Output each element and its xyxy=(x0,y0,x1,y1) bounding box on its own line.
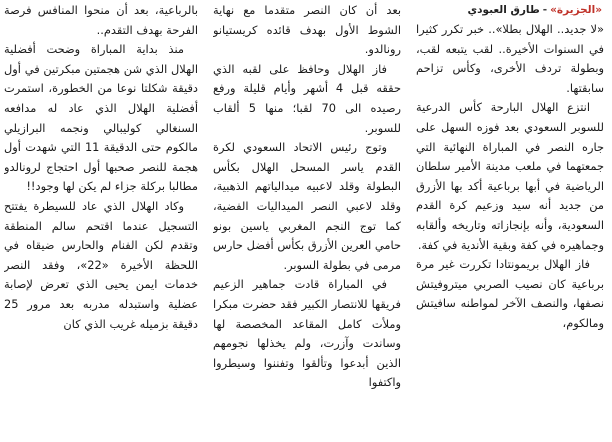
article-paragraph: وتوج رئيس الاتحاد السعودي لكرة القدم ياسر المسحل الهلال بكأس البطولة وقلد لاعبيه ميدالياتهم الذهبية، وقلد لاعبي النصر الميداليات الفضية، كما توج النجم المغربي ياسين بونو حامي العرين الأزرق بكأس أفضل حارس مرمى في بطولة السوبر. xyxy=(213,140,401,272)
article-paragraph: بالرباعية، بعد أن منحوا المنافس فرصة الفرحة بهدف التقدم.. xyxy=(4,3,198,37)
article-paragraph: فاز الهلال بريمونتادا تكررت غير مرة برباعية كان نصيب الصربي ميتروفيتش نصفها، والنصف الآخر لمواطنه سافيتش ومالكوم، xyxy=(416,257,604,330)
article-paragraph: فاز الهلال وحافظ على لقبه الذي حققه قبل 4 أشهر وأيام قليلة ورفع رصيده الى 70 لقبا؛ منها 5 ألقاب للسوبر. xyxy=(213,61,401,135)
article-paragraph: «لا جديد.. الهلال بطلا».. خبر تكرر كثيرا في السنوات الأخيرة.. لقب يتبعه لقب، وبطولة تردف الأخرى، وكأس تزاحم سابقتها. xyxy=(416,22,604,95)
article-paragraph: منذ بداية المباراة وضحت أفضلية الهلال الذي شن هجمتين مبكرتين في أول دقيقة شكلتا نوعا من الخطورة، استمرت أفضلية الهلال الذي عاد له مدافعه السنغالي كوليبالي ونجمه البرازيلي مالكوم حتى الدقيقة 11 التي شهدت أول هجمة للنصر صحبها أول احتجاج لرونالدو مطالبا بركلة جزاء لم يكن لها وجود!! xyxy=(4,42,198,194)
article-paragraph: بعد أن كان النصر متقدما مع نهاية الشوط الأول بهدف قائده كريستيانو رونالدو. xyxy=(213,3,401,57)
byline xyxy=(416,0,604,20)
article-column-1 xyxy=(416,0,604,442)
article-column-2 xyxy=(213,0,401,442)
article-paragraph: انتزع الهلال البارحة كأس الدرعية للسوبر السعودي بعد فوزه السهل على جاره النصر في المباراة النهائية التي جمعتهما في ملعب مدينة الأمير سلطان الرياضية في أبها برباعية أكد بها الأزرق من جديد أنه سيد وزعيم كرة القدم السعودية، وأنه بإنجازاته وتاريخه وألقابه وجماهيره في كفة وبقية الأندية في كفة. xyxy=(416,100,604,252)
article-paragraph: في المباراة قادت جماهير الزعيم فريقها للانتصار الكبير فقد حضرت مبكرا وملأت كامل المقاعد المخصصة لها وساندت وآزرت، ولم يخذلها نجومهم الذين أبدعوا وتألقوا وتفننوا وسيطروا واكتفوا xyxy=(213,277,401,390)
author-name: طارق العبودي xyxy=(467,4,540,16)
byline-separator: - xyxy=(542,4,548,16)
newspaper-name: «الجزيرة» xyxy=(550,4,602,16)
article-column-3 xyxy=(4,0,198,442)
article-paragraph: وكاد الهلال الذي عاد للسيطرة يفتتح التسجيل عندما اقتحم سالم المنطقة وتقدم لكن الفنام والحارس ضيقاه في اللحظة الأخيرة «22»، وفقد النصر خدمات ايمن يحيى الذي تعرض لإصابة عضلية واستبدله مدربه بعد مرور 25 دقيقة بزميله غريب الذي كان xyxy=(4,198,198,331)
